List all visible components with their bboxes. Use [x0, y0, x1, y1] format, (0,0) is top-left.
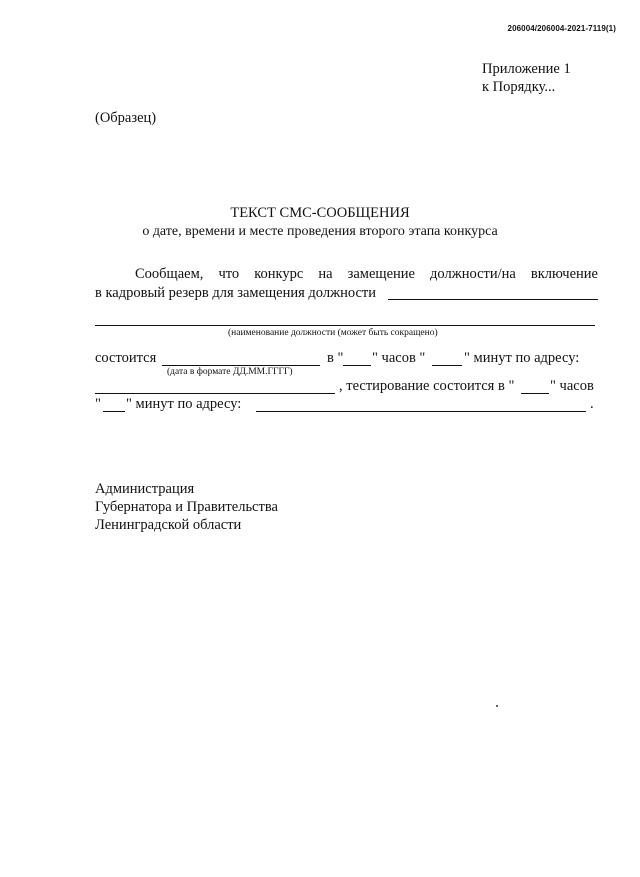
minutes-address-word: " минут по адресу: [464, 350, 580, 366]
test-minutes-blank [103, 411, 125, 412]
document-number: 206004/206004-2021-7119(1) [507, 24, 616, 33]
body-line-1: Сообщаем, что конкурс на замещение должности/на включение [135, 266, 598, 282]
sample-label: (Образец) [95, 110, 157, 126]
document-title: ТЕКСТ СМС-СООБЩЕНИЯ [230, 205, 410, 221]
org-line-2: Губернатора и Правительства [95, 499, 278, 515]
appendix-line-2: к Порядку... [482, 79, 556, 95]
hours-word-2: " часов [550, 378, 594, 394]
date-blank [162, 365, 320, 366]
org-line-1: Администрация [95, 481, 195, 497]
minutes-address-word-2: " минут по адресу: [126, 396, 242, 412]
body-line-2: в кадровый резерв для замещения должности [95, 285, 377, 301]
position-blank-1 [388, 299, 598, 300]
held-word: состоится [95, 350, 157, 366]
test-hours-blank [521, 393, 549, 394]
hours-word: " часов " [372, 350, 426, 366]
position-blank-2 [95, 325, 595, 326]
hours-blank [343, 365, 371, 366]
appendix-note [482, 60, 571, 96]
end-dot: . [590, 396, 594, 412]
org-line-3: Ленинградской области [95, 517, 242, 533]
date-caption: (дата в формате ДД.ММ.ГГГГ) [167, 367, 293, 377]
quote-open: " [95, 396, 101, 412]
at-word: в " [327, 350, 344, 366]
minutes-blank [432, 365, 462, 366]
scan-speck [496, 705, 498, 707]
position-caption: (наименование должности (может быть сокращено) [228, 328, 438, 338]
testing-word: , тестирование состоится в " [339, 378, 515, 394]
address-blank-2 [256, 411, 586, 412]
address-blank-1 [95, 393, 335, 394]
document-subtitle: о дате, времени и месте проведения второго этапа конкурса [142, 224, 498, 239]
organization-block [95, 480, 395, 534]
appendix-line-1: Приложение 1 [482, 61, 571, 77]
